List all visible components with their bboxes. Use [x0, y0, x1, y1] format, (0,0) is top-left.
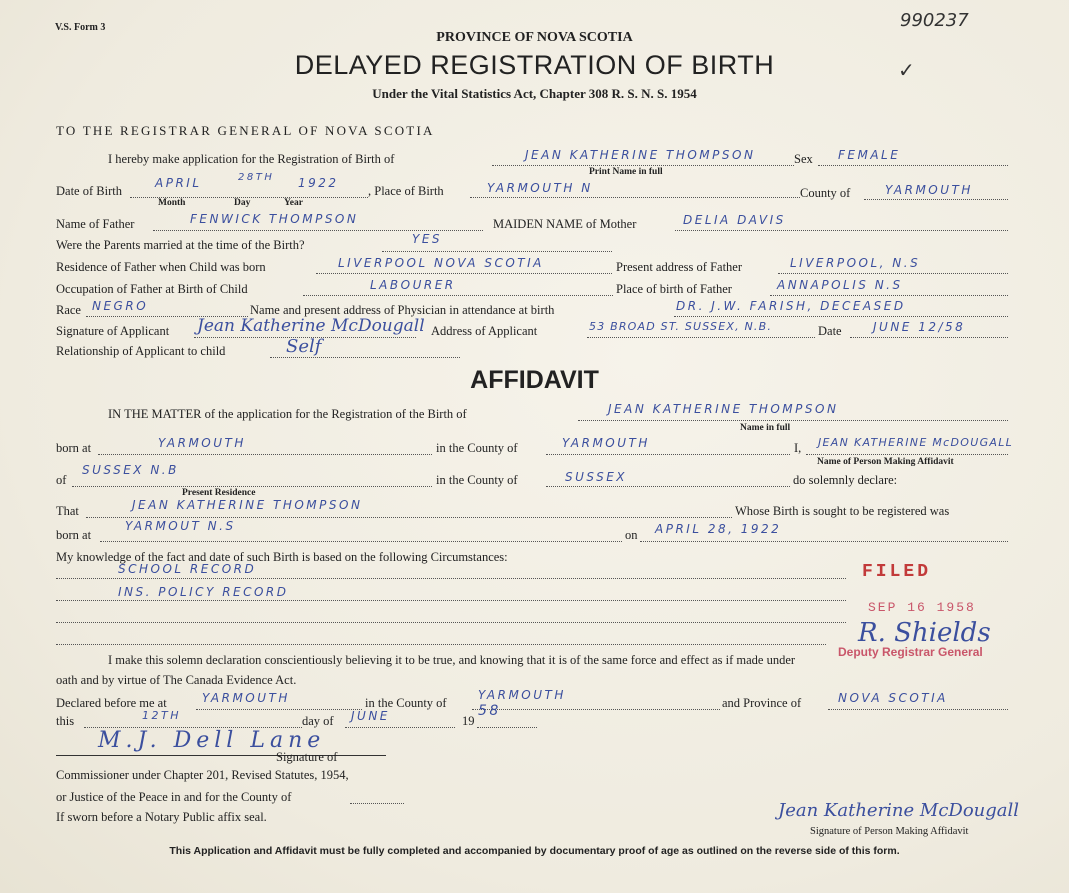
affiant-name-value: JEAN KATHERINE McDOUGALL: [818, 436, 1014, 449]
affidavit-county2-value: SUSSEX: [565, 470, 628, 484]
act-subtitle: Under the Vital Statistics Act, Chapter 308 R. S. N. S. 1954: [372, 86, 697, 101]
father-label: Name of Father: [56, 217, 135, 231]
father-birthplace-label: Place of birth of Father: [616, 282, 732, 296]
month-caption: Month: [158, 198, 186, 208]
applicant-signature: Jean Katherine McDougall: [197, 316, 425, 336]
born-on-value: APRIL 28, 1922: [655, 522, 782, 536]
affidavit-county-value: YARMOUTH: [562, 436, 650, 450]
county-label: County of: [800, 186, 851, 200]
knowledge-text: My knowledge of the fact and date of such Birth is based on the following Circumstances:: [56, 550, 508, 564]
solemn-text: I make this solemn declaration conscientiously believing it to be true, and knowing that it is of the same force and effect as if made under: [108, 653, 796, 667]
that-label: That: [56, 504, 79, 518]
race-label: Race: [56, 303, 81, 317]
residence-value-affidavit: SUSSEX N.B: [82, 463, 179, 477]
county3-value: YARMOUTH: [478, 688, 566, 702]
mother-value: DELIA DAVIS: [683, 213, 786, 227]
month-value: JUNE: [351, 709, 390, 723]
occupation-value: LABOURER: [370, 278, 456, 292]
residence-value: LIVERPOOL NOVA SCOTIA: [338, 256, 544, 270]
oath-text: oath and by virtue of The Canada Evidence Act.: [56, 673, 297, 687]
declared-label: Declared before me at: [56, 696, 167, 710]
child-name-value: JEAN KATHERINE THOMPSON: [525, 148, 756, 162]
day-of-label: day of: [302, 714, 334, 728]
county3-label: in the County of: [365, 696, 447, 710]
sex-label: Sex: [794, 152, 813, 166]
name-caption: Name in full: [740, 423, 791, 433]
dob-day-value: 28TH: [238, 172, 275, 183]
document-number: 990237: [900, 10, 969, 31]
born-at-label: born at: [56, 441, 92, 455]
residence-label: Residence of Father when Child was born: [56, 260, 266, 274]
page-title: DELAYED REGISTRATION OF BIRTH: [294, 50, 775, 80]
notary-text: If sworn before a Notary Public affix seal.: [56, 810, 267, 824]
filed-date: SEP 16 1958: [868, 600, 976, 615]
in-county-label: in the County of: [436, 441, 518, 455]
father-value: FENWICK THOMPSON: [190, 212, 359, 226]
dob-label: Date of Birth: [56, 184, 122, 198]
province-heading: PROVINCE OF NOVA SCOTIA: [436, 30, 633, 45]
relationship-value: Self: [286, 336, 322, 357]
place-of-birth-label: , Place of Birth: [368, 184, 444, 198]
married-label: Were the Parents married at the time of the Birth?: [56, 238, 305, 252]
born-at2-value: YARMOUT N.S: [125, 519, 236, 533]
of-label: of: [56, 473, 67, 487]
year-suffix-value: 58: [478, 703, 501, 719]
born-at2-label: born at: [56, 528, 92, 542]
race-value: NEGRO: [92, 299, 149, 313]
present-address-label: Present address of Father: [616, 260, 743, 274]
place-of-birth-value: YARMOUTH N: [487, 181, 593, 195]
county-value: YARMOUTH: [885, 183, 973, 197]
circumstance-2: INS. POLICY RECORD: [118, 585, 289, 599]
year-prefix: 19: [462, 714, 475, 728]
check-mark-icon: ✓: [898, 60, 915, 82]
dob-year-value: 1922: [298, 176, 339, 190]
province-value: NOVA SCOTIA: [838, 691, 948, 705]
present-address-value: LIVERPOOL, N.S: [790, 256, 921, 270]
affidavit-name-value: JEAN KATHERINE THOMPSON: [608, 402, 839, 416]
deputy-registrar-title: Deputy Registrar General: [838, 645, 983, 659]
married-value: YES: [412, 232, 443, 246]
address-value: 53 BROAD ST. SUSSEX, N.B.: [589, 320, 773, 333]
mother-label: MAIDEN NAME of Mother: [493, 217, 637, 231]
occupation-label: Occupation of Father at Birth of Child: [56, 282, 248, 296]
matter-text: IN THE MATTER of the application for the Registration of the Birth of: [108, 407, 467, 421]
residence-caption: Present Residence: [182, 488, 256, 498]
father-birthplace-value: ANNAPOLIS N.S: [777, 278, 903, 292]
that-name-value: JEAN KATHERINE THOMPSON: [132, 498, 363, 512]
signature-of-caption: Signature of: [276, 750, 338, 764]
date-value: JUNE 12/58: [873, 320, 966, 334]
year-caption: Year: [284, 198, 303, 208]
justice-text: or Justice of the Peace in and for the County of: [56, 790, 292, 804]
signature-label: Signature of Applicant: [56, 324, 170, 338]
affiant-caption: Name of Person Making Affidavit: [817, 457, 954, 467]
to-registrar: TO THE REGISTRAR GENERAL OF NOVA SCOTIA: [56, 123, 435, 138]
declare-label: do solemnly declare:: [793, 473, 898, 487]
print-name-caption: Print Name in full: [589, 167, 663, 177]
footer-note: This Application and Affidavit must be fully completed and accompanied by documentary proof of age as outlined on the reverse side of this form.: [169, 845, 900, 857]
affiant-signature-caption: Signature of Person Making Affidavit: [810, 826, 969, 837]
this-label: this: [56, 714, 75, 728]
relationship-label: Relationship of Applicant to child: [56, 344, 226, 358]
apply-text: I hereby make application for the Registration of Birth of: [108, 152, 395, 166]
day-value: 12TH: [142, 709, 181, 722]
province-label: and Province of: [722, 696, 802, 710]
declared-at-value: YARMOUTH: [202, 691, 290, 705]
whose-birth-text: Whose Birth is sought to be registered was: [735, 504, 950, 518]
day-caption: Day: [234, 198, 251, 208]
commissioner-signature: M.J. Dell Lane: [98, 728, 326, 753]
i-label: I,: [794, 441, 802, 455]
commissioner-text: Commissioner under Chapter 201, Revised Statutes, 1954,: [56, 768, 349, 782]
dob-month-value: APRIL: [155, 176, 202, 190]
in-county-label-2: in the County of: [436, 473, 518, 487]
form-number: V.S. Form 3: [55, 22, 106, 33]
on-label: on: [625, 528, 638, 542]
physician-label: Name and present address of Physician in attendance at birth: [250, 303, 555, 317]
registrar-signature: R. Shields: [858, 618, 991, 648]
address-label: Address of Applicant: [431, 324, 538, 338]
sex-value: FEMALE: [838, 148, 901, 162]
filed-stamp: FILED: [862, 562, 932, 582]
affiant-signature: Jean Katherine McDougall: [778, 800, 1020, 821]
date-label: Date: [818, 324, 842, 338]
physician-value: DR. J.W. FARISH, DECEASED: [676, 299, 906, 313]
circumstance-1: SCHOOL RECORD: [118, 562, 257, 576]
born-at-value: YARMOUTH: [158, 436, 246, 450]
affidavit-heading: AFFIDAVIT: [470, 366, 599, 394]
